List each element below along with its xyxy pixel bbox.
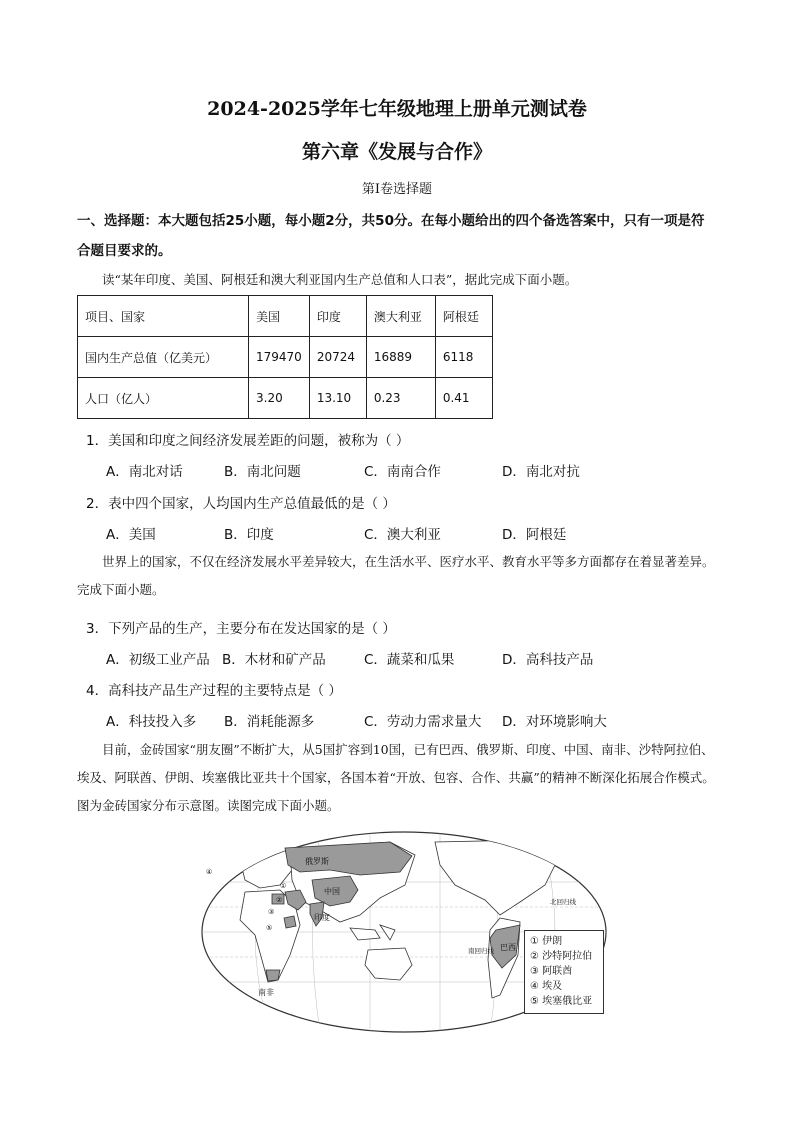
option-d[interactable]: D．对环境影响大 [502, 714, 607, 730]
option-a[interactable]: A．美国 [106, 527, 156, 543]
gdp-population-table [77, 295, 493, 419]
section-instructions: 一、选择题：本大题包括25小题，每小题2分，共50分。在每小题给出的四个备选答案中，只有一项是符合题目要求的。 [77, 213, 705, 259]
table-header-cell: 澳大利亚 [366, 296, 435, 337]
legend-item: ① 伊朗 [530, 936, 563, 947]
table-cell: 179470 [249, 337, 310, 378]
table-cell: 0.23 [366, 378, 435, 419]
south-africa-label: 南非 [258, 988, 274, 997]
question-2-stem: 2．表中四个国家，人均国内生产总值最低的是（ ） [86, 496, 396, 512]
option-d[interactable]: D．南北对抗 [502, 464, 580, 480]
chapter-title: 第六章《发展与合作》 [301, 141, 492, 163]
intro-table: 读“某年印度、美国、阿根廷和澳大利亚国内生产总值和人口表”，据此完成下面小题。 [102, 272, 578, 287]
table-header-cell: 美国 [249, 296, 310, 337]
ethiopia-shape [284, 916, 296, 928]
exam-title: 2024-2025学年七年级地理上册单元测试卷 [207, 98, 587, 120]
option-b[interactable]: B．消耗能源多 [224, 714, 315, 730]
option-a[interactable]: A．初级工业产品 [106, 652, 210, 668]
option-c[interactable]: C．劳动力需求量大 [364, 714, 482, 730]
table-cell: 国内生产总值（亿美元） [78, 337, 249, 378]
table-header-cell: 阿根廷 [435, 296, 492, 337]
option-a[interactable]: A．科技投入多 [106, 714, 197, 730]
question-3-stem: 3．下列产品的生产，主要分布在发达国家的是（ ） [86, 621, 396, 637]
marker-2: ② [276, 896, 283, 904]
table-cell: 20724 [309, 337, 366, 378]
table-cell: 13.10 [309, 378, 366, 419]
option-b[interactable]: B．印度 [224, 527, 274, 543]
table-cell: 16889 [366, 337, 435, 378]
table-cell: 6118 [435, 337, 492, 378]
south-africa-shape [266, 970, 280, 981]
tropic-cancer-label: 北回归线 [550, 898, 576, 906]
option-c[interactable]: C．南南合作 [364, 464, 441, 480]
china-label: 中国 [324, 887, 340, 896]
brazil-label: 巴西 [500, 943, 516, 952]
part-title: 第Ⅰ卷选择题 [361, 182, 433, 197]
marker-3: ③ [268, 908, 275, 916]
table-cell: 0.41 [435, 378, 492, 419]
india-label: 印度 [314, 913, 330, 922]
table-row [78, 378, 493, 419]
option-c[interactable]: C．蔬菜和瓜果 [364, 652, 455, 668]
intro-development: 世界上的国家，不仅在经济发展水平差异较大，在生活水平、医疗水平、教育水平等多方面都存在着显著差异。完成下面小题。 [77, 554, 715, 597]
marker-1: ① [280, 882, 287, 890]
legend-item: ④ 埃及 [530, 981, 563, 992]
option-c[interactable]: C．澳大利亚 [364, 527, 441, 543]
option-b[interactable]: B．南北问题 [224, 464, 301, 480]
option-a[interactable]: A．南北对话 [106, 464, 183, 480]
legend-item: ③ 阿联酋 [530, 966, 573, 977]
question-1-stem: 1．美国和印度之间经济发展差距的问题，被称为（ ） [86, 433, 410, 449]
table-cell: 人口（亿人） [78, 378, 249, 419]
intro-brics: 目前，金砖国家“朋友圈”不断扩大，从5国扩容到10国，已有巴西、俄罗斯、印度、中国、南非、沙特阿拉伯、埃及、阿联酋、伊朗、埃塞俄比亚共十个国家，各国本着“开放、包容、合作、共赢”的精神不断深化拓展合作模式。图为金砖国家分布示意图。读图完成下面小题。 [77, 742, 715, 813]
marker-4: ④ [206, 868, 213, 876]
table-header-cell: 项目、国家 [78, 296, 249, 337]
option-b[interactable]: B．木材和矿产品 [222, 652, 326, 668]
option-d[interactable]: D．阿根廷 [502, 527, 567, 543]
table-cell: 3.20 [249, 378, 310, 419]
table-header-cell: 印度 [309, 296, 366, 337]
map-legend [524, 930, 604, 1014]
tropic-capricorn-label: 南回归线 [468, 947, 494, 955]
table-row [78, 337, 493, 378]
legend-item: ⑤ 埃塞俄比亚 [530, 996, 593, 1007]
table-header-row [78, 296, 493, 337]
option-d[interactable]: D．高科技产品 [502, 652, 594, 668]
russia-label: 俄罗斯 [305, 857, 329, 866]
marker-5: ⑤ [266, 924, 273, 932]
question-4-stem: 4．高科技产品生产过程的主要特点是（ ） [86, 683, 342, 699]
legend-item: ② 沙特阿拉伯 [530, 951, 593, 962]
